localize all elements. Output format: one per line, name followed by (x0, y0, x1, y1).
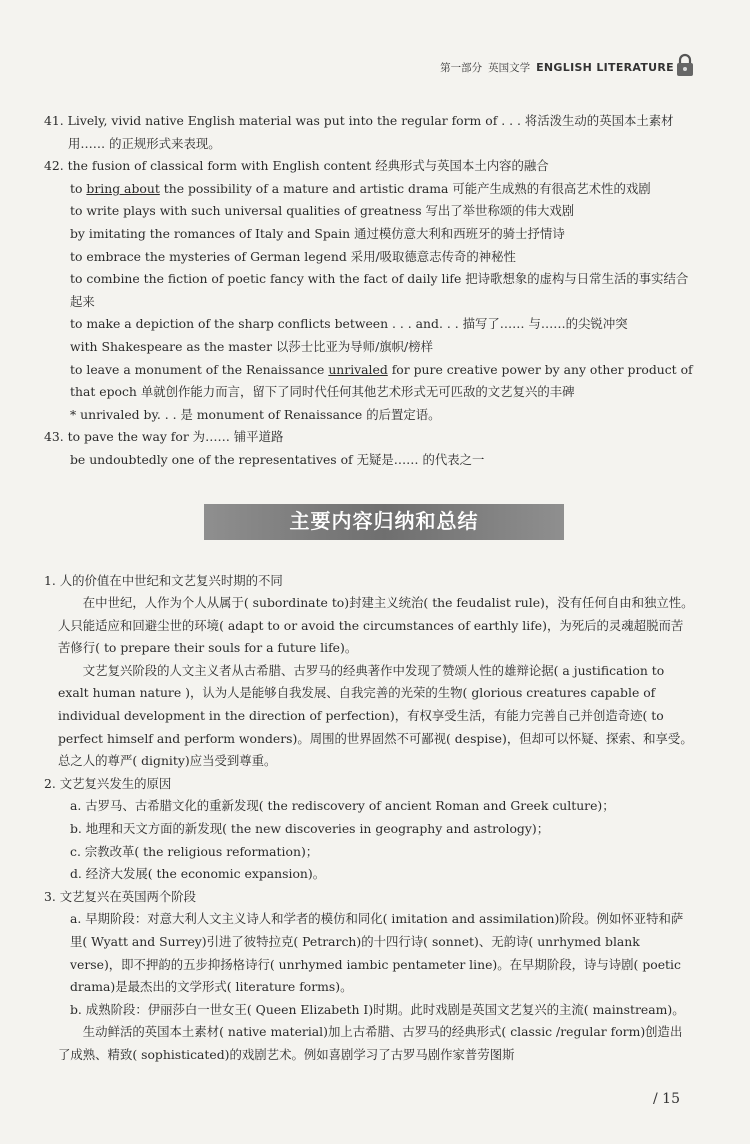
vocab-item-41: 41. Lively, vivid native English material was put into the regular form of . . . 将活泼生动的英国本土素材用…… 的正规形式来表现。 (44, 113, 674, 151)
header-part: 第一部分 (440, 62, 483, 74)
list-item: d. 经济大发展( the economic expansion)。 (70, 866, 326, 882)
header-cn-title: 英国文学 (488, 62, 531, 74)
page-number: / 15 (653, 1091, 680, 1107)
text: to leave a monument of the Renaissance (70, 361, 329, 377)
underlined-phrase: bring about (86, 180, 160, 196)
lock-icon (676, 53, 694, 77)
vocab-line: with Shakespeare as the master 以莎士比亚为导师/旗帜/榜样 (70, 338, 433, 354)
paragraph: 生动鲜活的英国本土素材( native material)加上古希腊、古罗马的经典形式( classic /regular form)创造出了成熟、精致( sophisticated)的戏剧艺术。例如喜剧学习了古罗马剧作家普劳图斯 (58, 1024, 683, 1062)
list-item: b. 成熟阶段：伊丽莎白一世女王( Queen Elizabeth I)时期。此时戏剧是英国文艺复兴的主流( mainstream)。 (70, 1001, 685, 1017)
list-item: b. 地理和天文方面的新发现( the new discoveries in geography and astrology)； (70, 821, 550, 837)
vocab-note: * unrivaled by. . . 是 monument of Renaissance 的后置定语。 (70, 406, 441, 422)
vocab-item-42: 42. the fusion of classical form with English content 经典形式与英国本土内容的融合 (44, 158, 549, 174)
vocab-line (44, 178, 694, 201)
vocab-line: to write plays with such universal qualities of greatness 写出了举世称颂的伟大戏剧 (70, 203, 575, 219)
section-1-title: 1. 人的价值在中世纪和文艺复兴时期的不同 (44, 572, 283, 588)
vocab-line (44, 359, 694, 404)
vocab-line: to make a depiction of the sharp conflicts between . . . and. . . 描写了…… 与……的尖锐冲突 (70, 316, 628, 332)
text: for pure creative power by any other product of that epoch 单就创作能力而言，留下了同时代任何其他艺术形式无可匹敌的文艺复兴的丰碑 (70, 361, 693, 400)
list-item: a. 古罗马、古希腊文化的重新发现( the rediscovery of ancient Roman and Greek culture)； (70, 798, 615, 814)
paragraph: 文艺复兴阶段的人文主义者从古希腊、古罗马的经典著作中发现了赞颂人性的雄辩论据( a justification to exalt human nature )，认为人是能够自我发展、自我完善的光荣的生物( glorious creatures capable of individual development in the direction of perfection)，有权享受生活，有能力完善自己并创造奇迹( to perfect himself and perform wonders)。周围的世界固然不可鄙视( despise)，但却可以怀疑、探索、和享受。总之人的尊严( dignity)应当受到尊重。 (58, 662, 693, 769)
page-body (44, 110, 694, 1067)
text: the possibility of a mature and artistic drama 可能产生成熟的有很高艺术性的戏剧 (159, 180, 651, 196)
paragraph: 在中世纪，人作为个人从属于( subordinate to)封建主义统治( the feudalist rule)，没有任何自由和独立性。人只能适应和回避尘世的环境( adapt to or avoid the circumstances of earthly life)，为死后的灵魂超脱而苦苦修行( to prepare their souls for a future life)。 (58, 595, 694, 656)
vocab-line: by imitating the romances of Italy and Spain 通过模仿意大利和西班牙的骑士抒情诗 (70, 225, 565, 241)
section-2-title: 2. 文艺复兴发生的原因 (44, 775, 172, 791)
text: to (70, 180, 87, 196)
running-header (440, 60, 674, 75)
section-3-title: 3. 文艺复兴在英国两个阶段 (44, 888, 197, 904)
list-item: a. 早期阶段：对意大利人文主义诗人和学者的模仿和同化( imitation and assimilation)阶段。例如怀亚特和萨里( Wyatt and Surrey)引进了彼特拉克( Petrarch)的十四行诗( sonnet)、无韵诗( unrhymed blank verse)，即不押韵的五步抑扬格诗行( unrhymed iambic pentameter line)。在早期阶段，诗与诗剧( poetic drama)是最杰出的文学形式( literature forms)。 (70, 911, 684, 995)
section-banner (204, 504, 564, 540)
section-title: 主要内容归纳和总结 (289, 509, 479, 534)
header-en-title: ENGLISH LITERATURE (536, 61, 674, 74)
list-item: c. 宗教改革( the religious reformation)； (70, 843, 319, 859)
vocab-line: to embrace the mysteries of German legend 采用/吸取德意志传奇的神秘性 (70, 248, 516, 264)
vocab-line: to combine the fiction of poetic fancy with the fact of daily life 把诗歌想象的虚构与日常生活的事实结合起来 (70, 271, 689, 309)
vocab-item-43: 43. to pave the way for 为…… 铺平道路 (44, 429, 284, 445)
underlined-phrase: unrivaled (328, 361, 388, 377)
vocab-line: be undoubtedly one of the representatives of 无疑是…… 的代表之一 (70, 451, 485, 467)
